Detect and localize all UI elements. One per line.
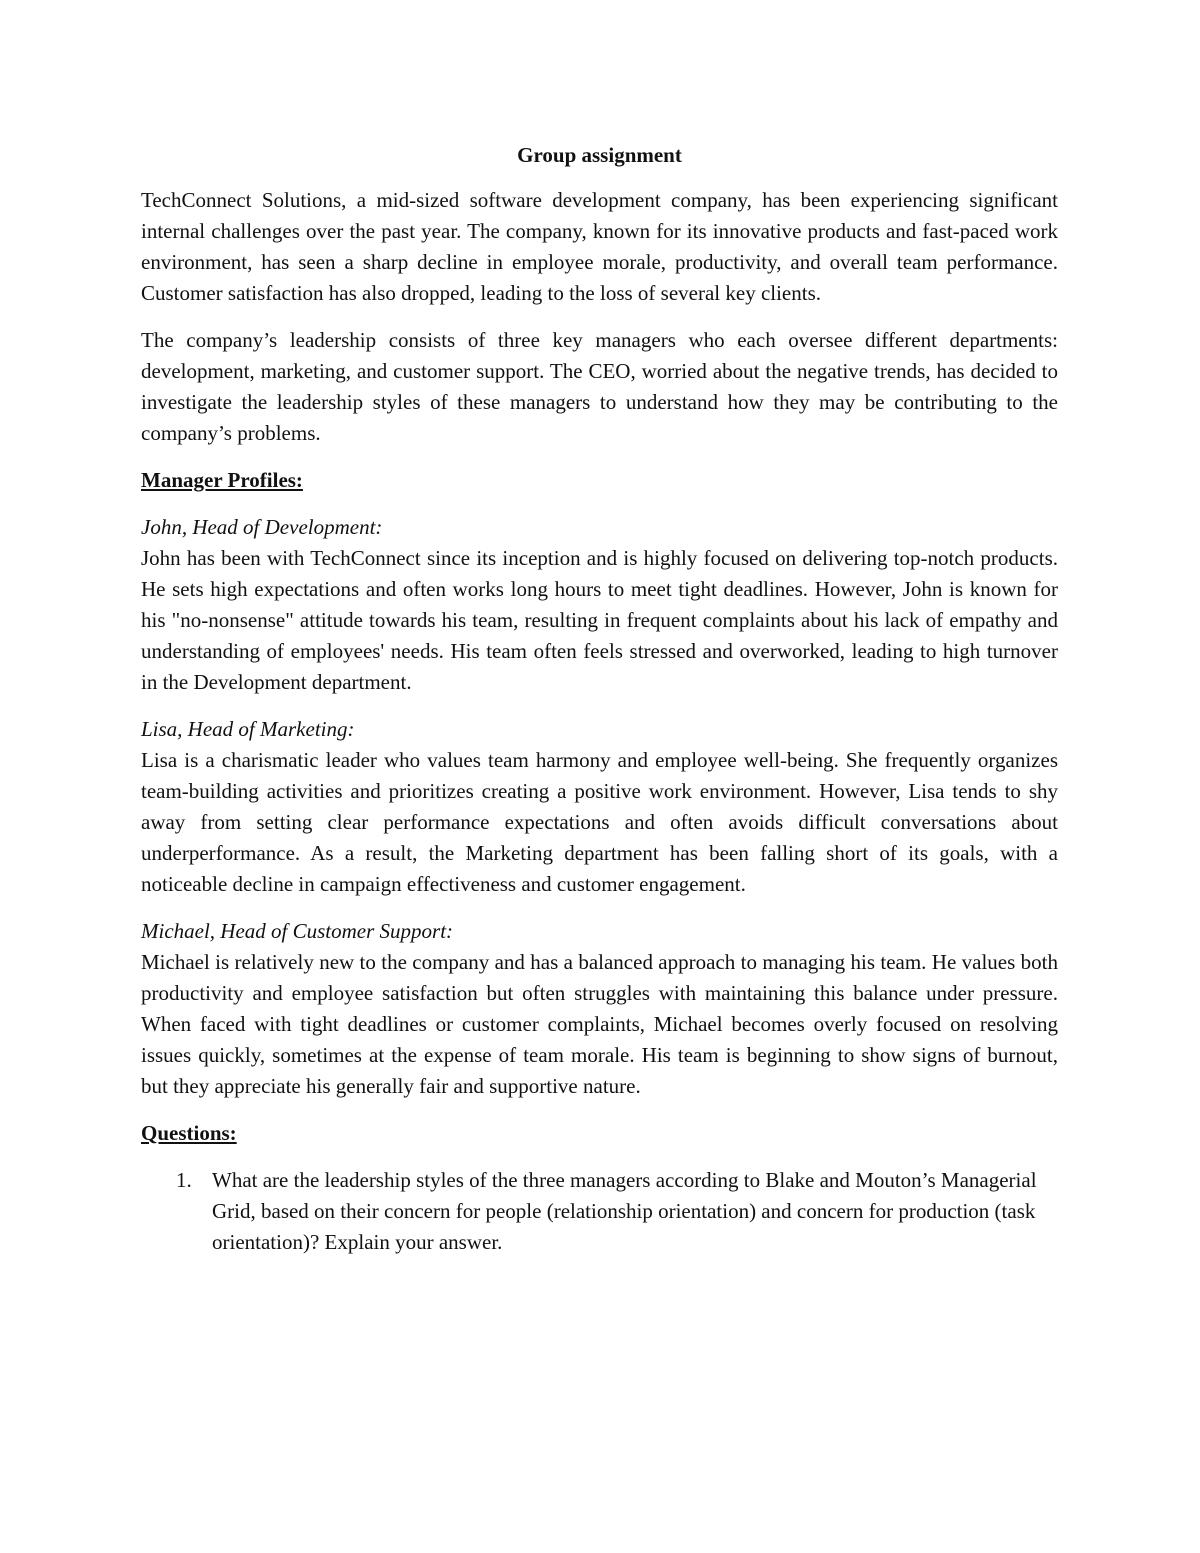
profile-lisa [141,714,1058,900]
profile-text: Michael is relatively new to the company and has a balanced approach to managing his team. He values both productivity and employee satisfaction but often struggles with maintaining this balance under pressure. When faced with tight deadlines or customer complaints, Michael becomes overly focused on resolving issues quickly, sometimes at the expense of team morale. His team is beginning to show signs of burnout, but they appreciate his generally fair and supportive nature. [141,950,1058,1098]
intro-paragraph: The company’s leadership consists of three key managers who each oversee different departments: development, marketing, and customer support. The CEO, worried about the negative trends, has decided to investigate the leadership styles of these managers to understand how they may be contributing to the company’s problems. [141,328,1058,445]
profile-name: Lisa, Head of Marketing: [141,717,355,741]
question-text: What are the leadership styles of the three managers according to Blake and Mouton’s Managerial Grid, based on their concern for people (relationship orientation) and concern for production (task orientation)? Explain your answer. [212,1168,1037,1254]
question-item [141,1165,1058,1258]
questions-list [141,1165,1058,1258]
profile-name: John, Head of Development: [141,515,383,539]
document-title: Group assignment [517,143,682,167]
profile-text: John has been with TechConnect since its inception and is highly focused on delivering top-notch products. He sets high expectations and often works long hours to meet tight deadlines. However, John is known for his "no-nonsense" attitude towards his team, resulting in frequent complaints about his lack of empathy and understanding of employees' needs. His team often feels stressed and overworked, leading to high turnover in the Development department. [141,546,1058,694]
document-body [141,140,1058,1258]
profile-michael [141,916,1058,1102]
profile-text: Lisa is a charismatic leader who values team harmony and employee well-being. She frequently organizes team-building activities and prioritizes creating a positive work environment. However, Lisa tends to shy away from setting clear performance expectations and often avoids difficult conversations about underperformance. As a result, the Marketing department has been falling short of its goals, with a noticeable decline in campaign effectiveness and customer engagement. [141,748,1058,896]
profile-john [141,512,1058,698]
intro-paragraph: TechConnect Solutions, a mid-sized software development company, has been experiencing significant internal challenges over the past year. The company, known for its innovative products and fast-paced work environment, has seen a sharp decline in employee morale, productivity, and overall team performance. Customer satisfaction has also dropped, leading to the loss of several key clients. [141,188,1058,305]
questions-heading: Questions: [141,1121,237,1145]
question-number: 1. [176,1168,192,1192]
profile-name: Michael, Head of Customer Support: [141,919,454,943]
profiles-heading: Manager Profiles: [141,468,303,492]
